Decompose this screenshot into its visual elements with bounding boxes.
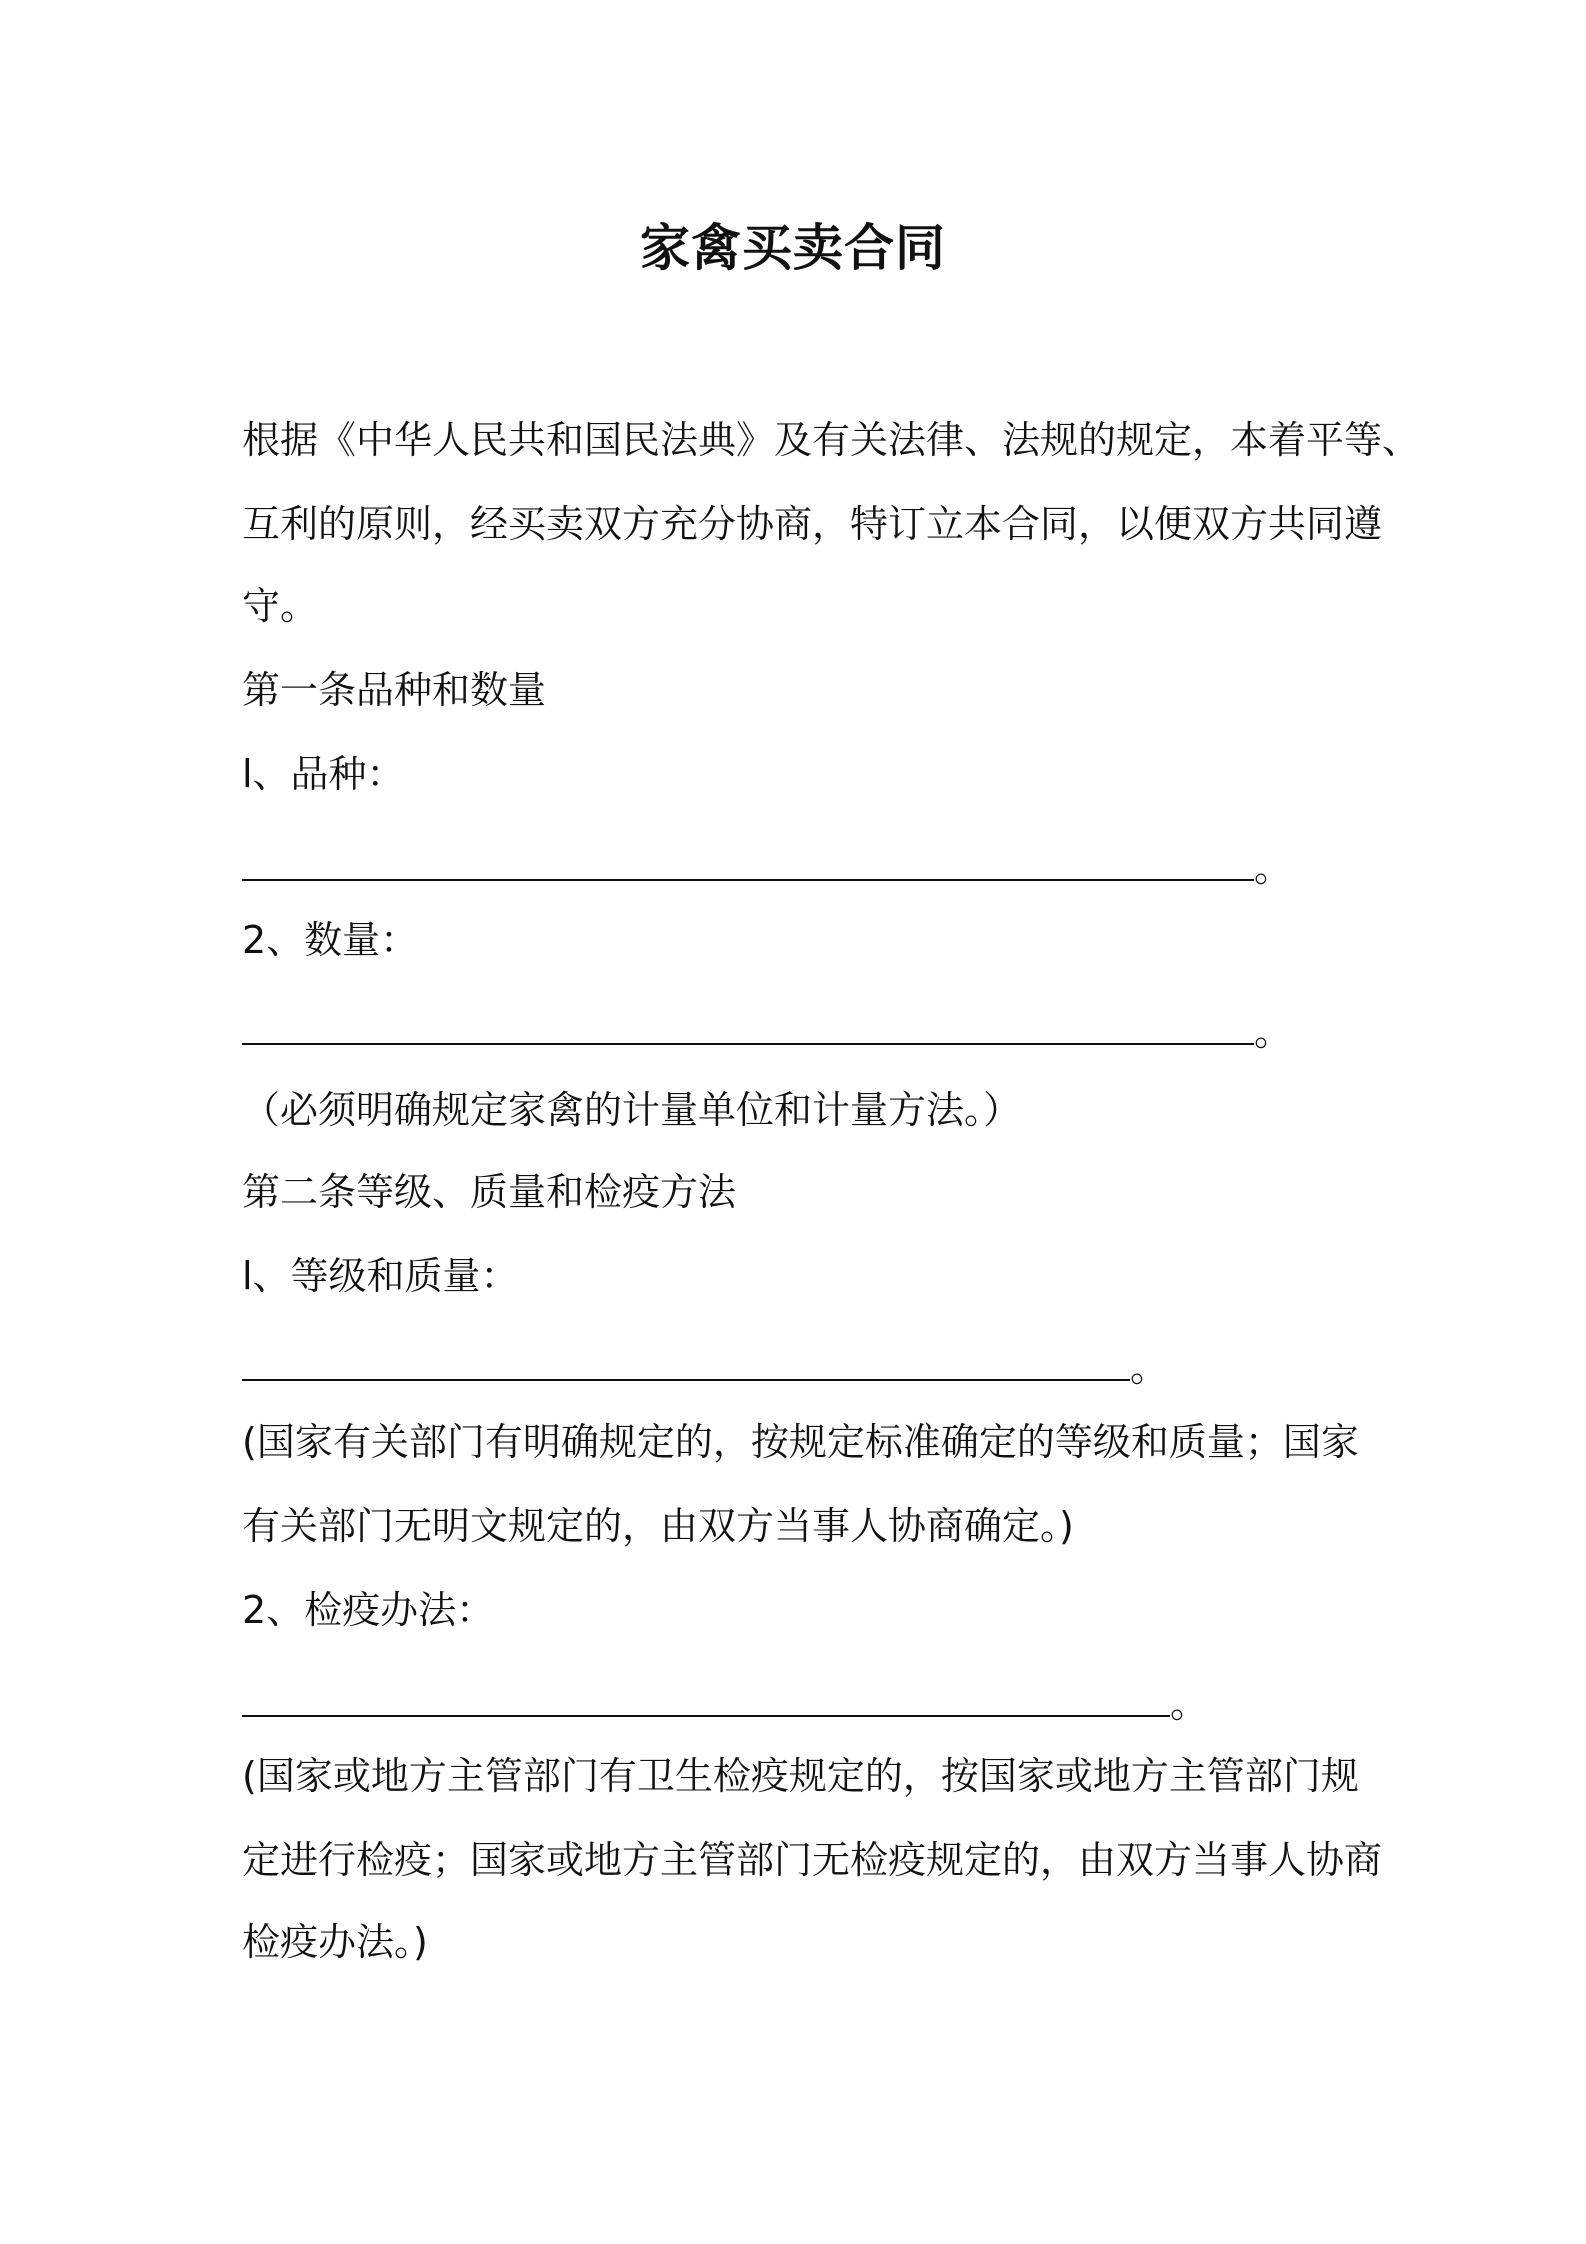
preamble-line-2: 互利的原则，经买卖双方充分协商，特订立本合同，以便双方共同遵 (242, 502, 1383, 546)
article-2-heading: 第二条等级、质量和检疫方法 (242, 1170, 737, 1214)
quantity-blank-end: 。 (1254, 1010, 1293, 1054)
article-1-heading: 第一条品种和数量 (242, 668, 547, 712)
variety-blank-end: 。 (1254, 846, 1293, 890)
grade-quality-blank-end: 。 (1130, 1346, 1169, 1390)
quarantine-note-line-3: 检疫办法。) (242, 1920, 428, 1964)
variety-fill-line (242, 845, 1254, 881)
document-title: 家禽买卖合同 (640, 219, 946, 277)
variety-label: l、品种： (242, 752, 405, 796)
quarantine-label: 2、检疫办法： (242, 1588, 495, 1632)
preamble-line-1: 根据《中华人民共和国民法典》及有关法律、法规的规定，本着平等、 (242, 418, 1421, 462)
quantity-label: 2、数量： (242, 918, 419, 962)
preamble-line-3: 守。 (242, 584, 319, 628)
grade-quality-fill-line (242, 1345, 1130, 1381)
quantity-blank (242, 1004, 1292, 1060)
article-1-note: （必须明确规定家禽的计量单位和计量方法。） (242, 1088, 1022, 1132)
grade-quality-blank (242, 1340, 1168, 1396)
grade-note-line-2: 有关部门无明文规定的，由双方当事人协商确定。) (242, 1504, 1074, 1548)
grade-quality-label: l、等级和质量： (242, 1254, 519, 1298)
grade-note-line-1: (国家有关部门有明确规定的，按规定标准确定的等级和质量；国家 (242, 1420, 1359, 1464)
variety-blank (242, 840, 1292, 896)
quarantine-fill-line (242, 1681, 1170, 1717)
quarantine-blank-end: 。 (1170, 1682, 1209, 1726)
quarantine-note-line-2: 定进行检疫；国家或地方主管部门无检疫规定的，由双方当事人协商 (242, 1838, 1383, 1882)
quarantine-note-line-1: (国家或地方主管部门有卫生检疫规定的，按国家或地方主管部门规 (242, 1754, 1359, 1798)
quarantine-blank (242, 1676, 1208, 1732)
quantity-fill-line (242, 1009, 1254, 1045)
